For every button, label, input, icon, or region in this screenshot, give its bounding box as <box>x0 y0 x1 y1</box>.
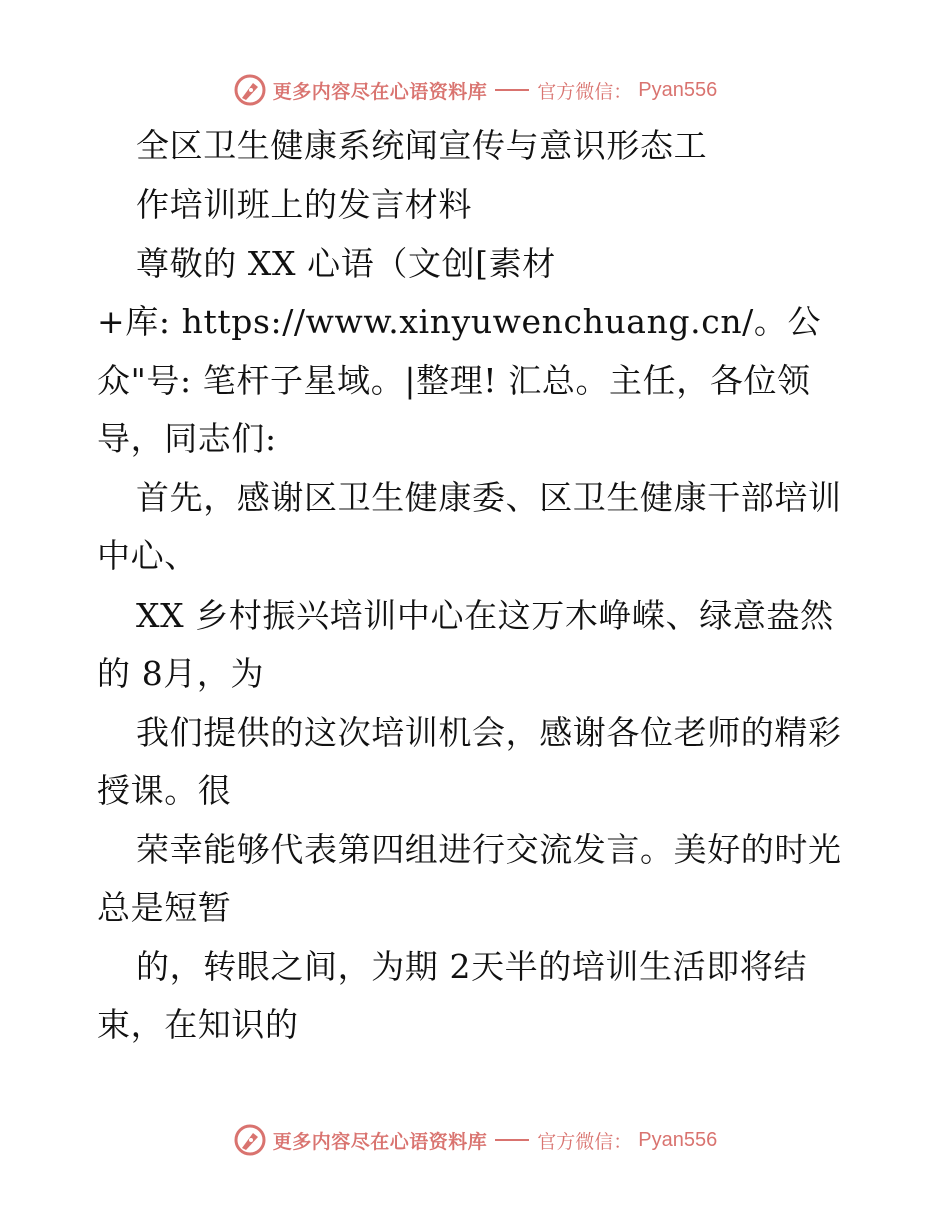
watermark-group <box>233 73 718 107</box>
watermark-account-id: Pyan556 <box>638 78 718 101</box>
body-line: 总是短暂 <box>97 888 232 927</box>
body-line: 授课。很 <box>97 771 232 810</box>
body-line: 束，在知识的 <box>97 1005 299 1044</box>
body-line: 荣幸能够代表第四组进行交流发言。美好的时光 <box>136 830 842 869</box>
body-line: 的，转眼之间，为期 2天半的培训生活即将结 <box>136 947 808 986</box>
header-watermark <box>0 70 950 110</box>
body-line: +库: https://www.xinyuwenchuang.cn/。公 <box>97 302 822 341</box>
watermark-official-label: 官方微信： <box>537 1130 633 1153</box>
footer-watermark <box>0 1120 950 1160</box>
watermark-dash <box>495 1139 529 1141</box>
body-line: XX 乡村振兴培训中心在这万木峥嵘、绿意盎然 <box>136 596 834 635</box>
body-line: 我们提供的这次培训机会，感谢各位老师的精彩 <box>136 713 842 752</box>
pen-nib-circle-logo-icon <box>233 73 267 107</box>
watermark-dash <box>495 89 529 91</box>
watermark-official-label: 官方微信： <box>537 80 633 103</box>
watermark-brand-text: 更多内容尽在心语资料库 <box>272 80 488 103</box>
body-line: 导，同志们: <box>97 419 277 458</box>
body-line: 的 8月，为 <box>97 654 265 693</box>
body-line: 首先，感谢区卫生健康委、区卫生健康干部培训 <box>136 478 842 517</box>
watermark-account-id: Pyan556 <box>638 1128 718 1151</box>
watermark-group <box>233 1123 718 1157</box>
pen-nib-circle-logo-icon <box>233 1123 267 1157</box>
document-title-line-2: 作培训班上的发言材料 <box>136 185 472 224</box>
body-line: 中心、 <box>97 536 198 575</box>
body-line: 众"号: 笔杆子星域。|整理! 汇总。主任，各位领 <box>97 361 811 400</box>
watermark-brand-text: 更多内容尽在心语资料库 <box>272 1130 488 1153</box>
body-line: 尊敬的 XX 心语（文创[素材 <box>136 244 556 283</box>
document-title-line-1: 全区卫生健康系统闻宣传与意识形态工 <box>136 126 708 165</box>
